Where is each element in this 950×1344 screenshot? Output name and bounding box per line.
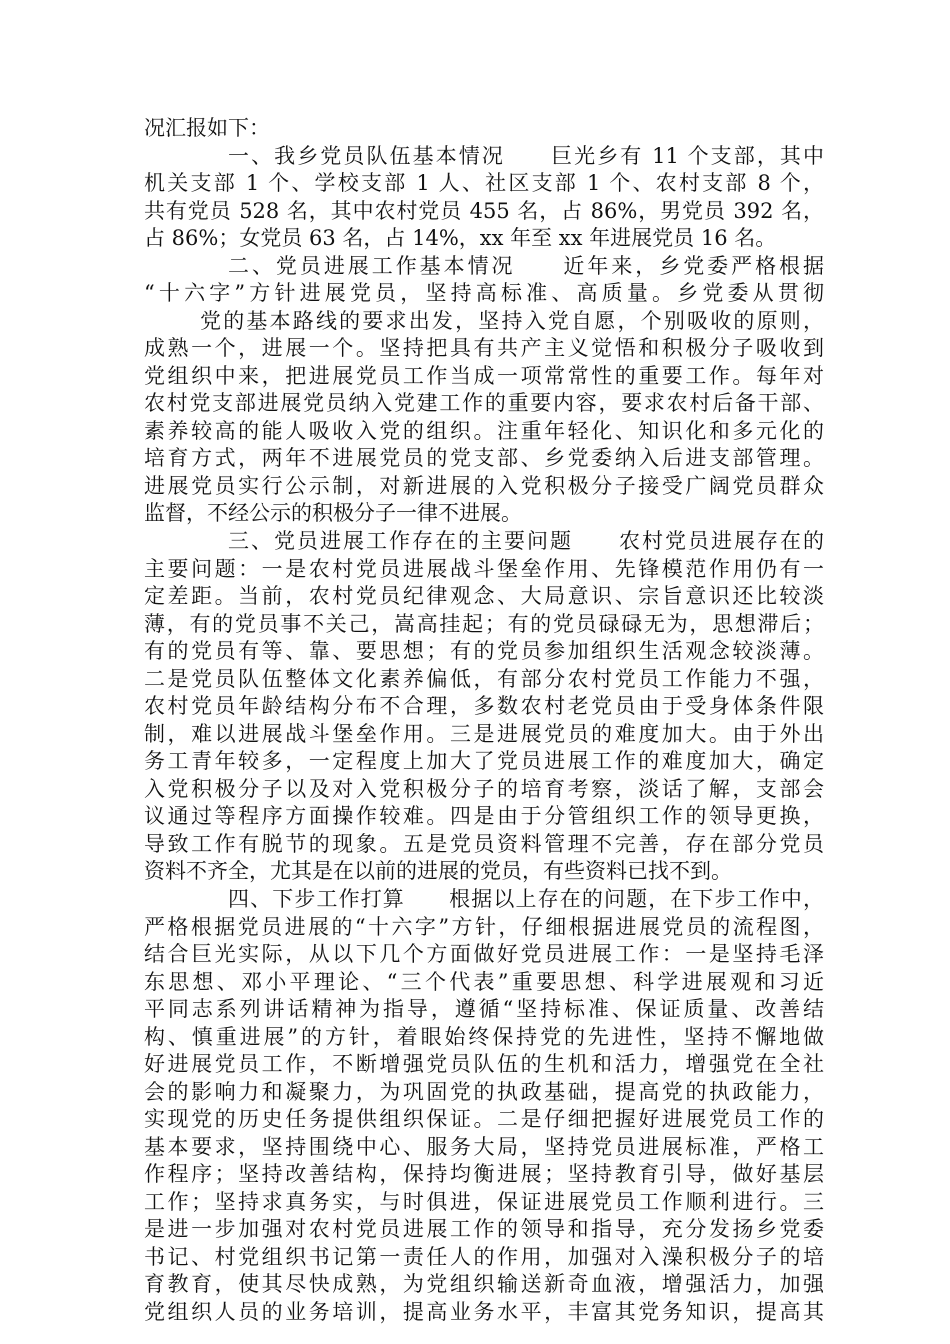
text-line: 结合巨光实际，从以下几个方面做好党员进展工作：一是坚持毛泽 [144,942,824,966]
text-line: 资料不齐全，尤其是在以前的进展的党员，有些资料已找不到。 [144,859,732,883]
text-line: 监督，不经公示的积极分子一律不进展。 [144,501,522,525]
section-heading-line: 四、下步工作打算 根据以上存在的问题，在下步工作中， [228,887,824,911]
text-line: 工作；坚持求真务实，与时俱进，保证进展党员工作顺利进行。三 [144,1190,824,1214]
text-line: 农村党员年龄结构分布不合理，多数农村老党员由于受身体条件限 [144,694,824,718]
text-line: 书记、村党组织书记第一责任人的作用，加强对入澡积极分子的培 [144,1245,824,1269]
text-line: 素养较高的能人吸收入党的组织。注重年轻化、知识化和多元化的 [144,419,824,443]
text-line: 东思想、邓小平理论、“三个代表”重要思想、科学进展观和习近 [144,970,824,994]
text-line: 薄，有的党员事不关己，嵩高挂起；有的党员碌碌无为，思想滞后； [144,612,824,636]
text-line: 二是党员队伍整体文化素养偏低，有部分农村党员工作能力不强， [144,667,824,691]
section-heading-line: 二、党员进展工作基本情况 近年来，乡党委严格根据 [228,254,824,278]
text-line: 农村党支部进展党员纳入党建工作的重要内容，要求农村后备干部、 [144,391,824,415]
text-line: 入党积极分子以及对入党积极分子的培育考察，淡话了解，支部会 [144,777,824,801]
text-line: 定差距。当前，农村党员纪律观念、大局意识、宗旨意识还比较淡 [144,584,824,608]
text-line: 况汇报如下： [144,116,270,140]
text-line: 共有党员 528 名，其中农村党员 455 名，占 86%，男党员 392 名， [144,199,824,223]
text-line: 会的影响力和凝聚力，为巩固党的执政基础，提高党的执政能力， [144,1080,824,1104]
text-line: 主要问题：一是农村党员进展战斗堡垒作用、先锋模范作用仍有一 [144,557,824,581]
text-line: 有的党员有等、靠、要思想；有的党员参加组织生活观念较淡薄。 [144,639,824,663]
text-line: 实现党的历史任务提供组织保证。二是仔细把握好进展党员工作的 [144,1107,824,1131]
text-line: 培育方式，两年不进展党员的党支部、乡党委纳入后进支部管理。 [144,446,824,470]
text-line: 议通过等程序方面操作较难。四是由于分管组织工作的领导更换， [144,804,824,828]
section-heading-line: 一、我乡党员队伍基本情况 巨光乡有 11 个支部，其中 [228,144,824,168]
text-line: 导致工作有脱节的现象。五是党员资料管理不完善，存在部分党员 [144,832,824,856]
text-line: 党组织人员的业务培训，提高业务水平，丰富其党务知识，提高其 [144,1300,824,1324]
text-line: 构、慎重进展”的方针，着眼始终保持党的先进性，坚持不懈地做 [144,1025,824,1049]
text-line: 党的基本路线的要求出发，坚持入党自愿，个别吸收的原则， [200,309,824,333]
text-line: 成熟一个，进展一个。坚持把具有共产主义觉悟和积极分子吸收到 [144,336,824,360]
text-line: 好进展党员工作，不断增强党员队伍的生机和活力，增强党在全社 [144,1052,824,1076]
text-line: 育教育，使其尽快成熟，为党组织输送新奇血液，增强活力，加强 [144,1272,824,1296]
section-heading-line: 三、党员进展工作存在的主要问题 农村党员进展存在的 [228,529,824,553]
text-line: 制，难以进展战斗堡垒作用。三是进展党员的难度加大。由于外出 [144,722,824,746]
text-line: 占 86%；女党员 63 名，占 14%，xx 年至 xx 年进展党员 16 名。 [144,226,777,250]
text-line: 作程序；坚持改善结构，保持均衡进展；坚持教育引导，做好基层 [144,1162,824,1186]
text-line: 进展党员实行公示制，对新进展的入党积极分子接受广阔党员群众 [144,474,824,498]
text-line: 基本要求，坚持围绕中心、服务大局，坚持党员进展标准，严格工 [144,1135,824,1159]
text-line: 务工青年较多，一定程度上加大了党员进展工作的难度加大，确定 [144,749,824,773]
text-line: 平同志系列讲话精神为指导，遵循“坚持标准、保证质量、改善结 [144,997,824,1021]
text-line: 机关支部 1 个、学校支部 1 人、社区支部 1 个、农村支部 8 个， [144,171,824,195]
text-line: “十六字”方针进展党员，坚持高标准、高质量。乡党委从贯彻 [144,281,824,305]
text-line: 严格根据党员进展的“十六字”方针，仔细根据进展党员的流程图， [144,915,824,939]
text-line: 党组织中来，把进展党员工作当成一项常常性的重要工作。每年对 [144,364,824,388]
text-line: 是进一步加强对农村党员进展工作的领导和指导，充分发扬乡党委 [144,1217,824,1241]
